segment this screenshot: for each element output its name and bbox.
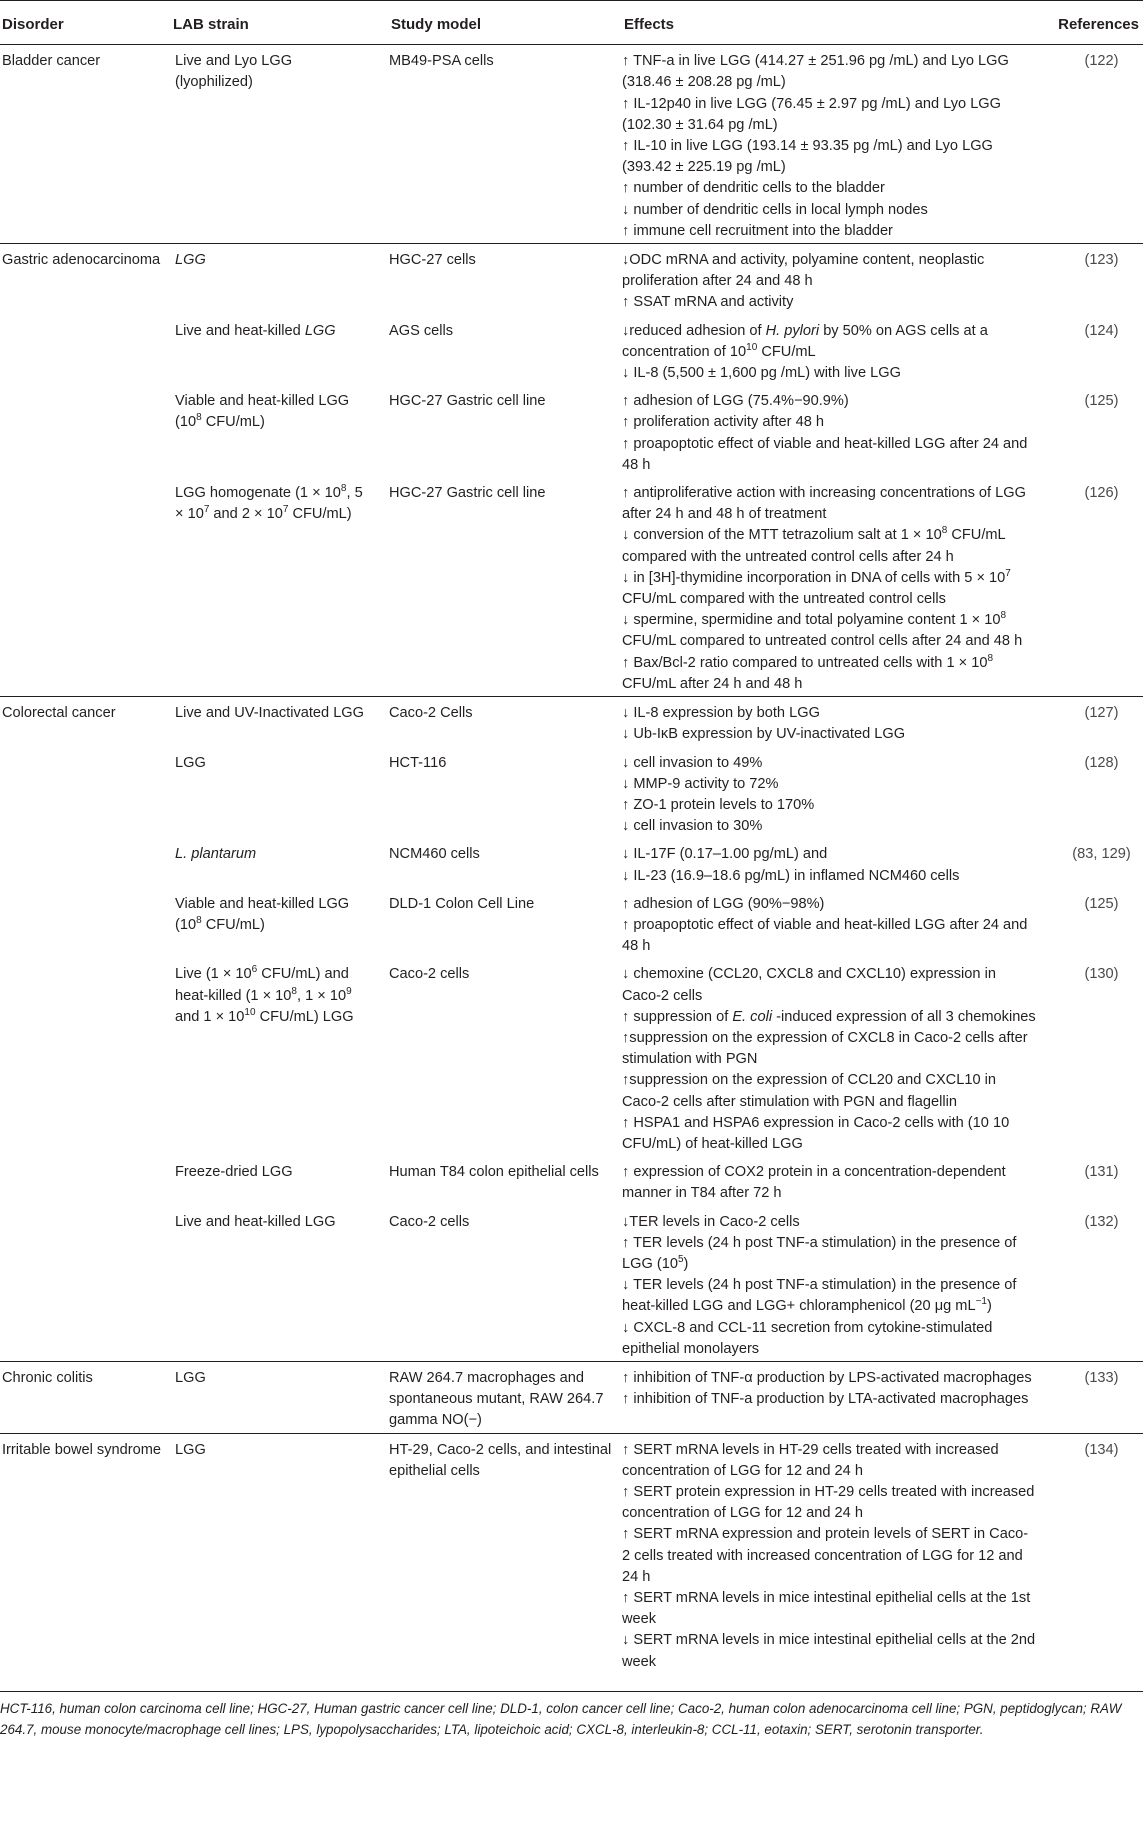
effect-line: ↑ adhesion of LGG (90%−98%) bbox=[622, 895, 825, 912]
cell-disorder bbox=[0, 888, 171, 959]
cell-effects bbox=[622, 1206, 1042, 1362]
effect-line: ↑ SSAT mRNA and activity bbox=[622, 294, 794, 311]
effect-line: ↑ expression of COX2 protein in a concentration-dependent manner in T84 after 72 h bbox=[622, 1164, 1006, 1202]
cell-reference[interactable]: (132) bbox=[1084, 1213, 1119, 1230]
table-row bbox=[0, 244, 1143, 315]
cell-reference[interactable]: (134) bbox=[1042, 1433, 1143, 1681]
cell-lab-strain: LGG bbox=[171, 1433, 389, 1681]
table-row bbox=[0, 888, 1143, 959]
effect-line: ↓ conversion of the MTT tetrazolium salt at $1 \times 10^8$ CFU/mL compared with the untreated control cells after 24 h bbox=[622, 525, 1006, 565]
cell-effects bbox=[622, 1361, 1042, 1433]
cell-reference[interactable]: (124) bbox=[1084, 322, 1119, 339]
effect-line: ↑ IL-10 in live LGG (193.14 ± 93.35 pg /mL) and Lyo LGG (393.42 ± 225.19 pg /mL) bbox=[622, 138, 993, 176]
cell-lab-strain: LGG bbox=[171, 244, 389, 315]
effect-line: ↑ TER levels (24 h post TNF-a stimulation) in the presence of LGG $(10^5)$ bbox=[622, 1234, 1017, 1272]
cell-effects bbox=[622, 958, 1042, 1156]
cell-study-model: Caco-2 cells bbox=[389, 1213, 470, 1230]
effect-line: ↑ number of dendritic cells to the bladder bbox=[622, 180, 885, 197]
header-disorder: Disorder bbox=[0, 1, 171, 45]
table-row bbox=[0, 747, 1143, 839]
cell-study-model: Caco-2 cells bbox=[389, 966, 470, 983]
effect-line: ↑ IL-12p40 in live LGG (76.45 ± 2.97 pg /mL) and Lyo LGG (102.30 ± 31.64 pg /mL) bbox=[622, 95, 1002, 133]
effect-line: ↑ SERT protein expression in HT-29 cells treated with increased concentration of LGG for 12 and 24 h bbox=[622, 1484, 1035, 1522]
cell-study-model: HGC-27 Gastric cell line bbox=[389, 485, 546, 502]
table-row bbox=[0, 477, 1143, 697]
effect-line: ↑ inhibition of TNF-α production by LPS-activated macrophages bbox=[622, 1369, 1032, 1386]
cell-lab-strain: Live ($1 \times 10^6$ CFU/mL) and heat-killed ($1 \times 10^8$, $1 \times 10^9$ and $1 \times 10^{10}$ CFU/mL) LGG bbox=[175, 964, 354, 1025]
cell-reference[interactable]: (130) bbox=[1084, 966, 1119, 983]
effect-line: ↑ TNF-a in live LGG (414.27 ± 251.96 pg /mL) and Lyo LGG (318.46 ± 208.28 pg /mL) bbox=[622, 53, 1009, 91]
effect-line: ↑ adhesion of LGG (75.4%−90.9%) bbox=[622, 393, 849, 410]
cell-disorder: Irritable bowel syndrome bbox=[0, 1433, 171, 1681]
effect-line: ↓ IL-23 (16.9–18.6 pg/mL) in inflamed NCM460 cells bbox=[622, 867, 960, 884]
cell-effects bbox=[622, 838, 1042, 887]
cell-study-model: AGS cells bbox=[389, 322, 454, 339]
cell-reference[interactable]: (125) bbox=[1084, 895, 1119, 912]
cell-disorder: Bladder cancer bbox=[2, 53, 101, 70]
effect-line: ↓ spermine, spermidine and total polyamine content $1 \times 10^8$ CFU/mL compared to untreated control cells after 24 and 48 h bbox=[622, 610, 1023, 650]
table-footnote: HCT-116, human colon carcinoma cell line; HGC-27, Human gastric cancer cell line; DLD-1, colon cancer cell line; Caco-2, human colon adenocarcinoma cell line; PGN, peptidoglycan; RAW 264.7, mouse monocyte/macrophage cell lines; LPS, lypopolysaccharides; LTA, lipoteichoic acid; CXCL-8, interleukin-8; CCL-11, eotaxin; SERT, serotonin transporter. bbox=[0, 1691, 1143, 1740]
effect-line: ↓ TER levels (24 h post TNF-a stimulation) in the presence of heat-killed LGG and LGG+ chloramphenicol (20 μg $mL^{-1}$) bbox=[622, 1277, 1017, 1315]
table-row bbox=[0, 958, 1143, 1156]
table-row bbox=[0, 385, 1143, 477]
cell-reference[interactable]: (125) bbox=[1084, 393, 1119, 410]
effect-line: ↑ SERT mRNA levels in mice intestinal epithelial cells at the 1st week bbox=[622, 1590, 1031, 1628]
effect-line: ↑ immune cell recruitment into the bladder bbox=[622, 222, 893, 239]
cell-study-model: Caco-2 Cells bbox=[389, 697, 622, 747]
effect-line: ↓ IL-17F (0.17–1.00 pg/mL) and bbox=[622, 846, 828, 863]
header-row bbox=[0, 1, 1143, 45]
cell-study-model: MB49-PSA cells bbox=[389, 53, 494, 70]
table-row bbox=[0, 1433, 1143, 1681]
effect-line: ↑ proapoptotic effect of viable and heat-killed LGG after 24 and 48 h bbox=[622, 916, 1028, 955]
table-row bbox=[0, 838, 1143, 887]
cell-lab-strain: Live and heat-killed LGG bbox=[175, 322, 336, 339]
cell-lab-strain: Live and heat-killed LGG bbox=[175, 1213, 336, 1230]
effect-line: ↓ SERT mRNA levels in mice intestinal epithelial cells at the 2nd week bbox=[622, 1632, 1036, 1670]
effect-line: ↓ number of dendritic cells in local lymph nodes bbox=[622, 201, 928, 218]
effect-line: ↓ODC mRNA and activity, polyamine content, neoplastic proliferation after 24 and 48 h bbox=[622, 252, 985, 290]
table-row bbox=[0, 45, 1143, 244]
cell-effects bbox=[622, 697, 1042, 747]
effect-line: ↑ inhibition of TNF-a production by LTA-activated macrophages bbox=[622, 1391, 1029, 1408]
effect-line: ↑suppression on the expression of CXCL8 in Caco-2 cells after stimulation with PGN bbox=[622, 1029, 1028, 1068]
cell-lab-strain: Live and Lyo LGG (lyophilized) bbox=[175, 53, 293, 91]
effect-line: ↑ suppression of E. coli -induced expression of all 3 chemokines bbox=[622, 1008, 1036, 1025]
cell-study-model: HCT-116 bbox=[389, 754, 447, 771]
cell-effects bbox=[622, 244, 1042, 315]
cell-effects bbox=[622, 888, 1042, 959]
cell-disorder bbox=[0, 1156, 171, 1205]
effect-line: ↑ SERT mRNA expression and protein levels of SERT in Caco-2 cells treated with increased concentration of LGG for 12 and 24 h bbox=[622, 1526, 1029, 1585]
cell-effects bbox=[622, 45, 1042, 244]
cell-disorder bbox=[0, 385, 171, 477]
table-row bbox=[0, 315, 1143, 386]
cell-lab-strain: LGG bbox=[171, 1361, 389, 1433]
cell-reference[interactable]: (133) bbox=[1042, 1361, 1143, 1433]
cell-effects bbox=[622, 385, 1042, 477]
cell-lab-strain: Viable and heat-killed LGG ($10^8$ CFU/mL) bbox=[175, 895, 350, 933]
effect-line: ↑ proliferation activity after 48 h bbox=[622, 414, 824, 431]
table-row bbox=[0, 1206, 1143, 1362]
effect-line: ↑ ZO-1 protein levels to 170% bbox=[622, 796, 815, 813]
cell-lab-strain: Viable and heat-killed LGG ($10^8$ CFU/mL) bbox=[175, 393, 350, 431]
effect-line: ↓ in [3H]-thymidine incorporation in DNA of cells with $5 \times 10^7$ CFU/mL compared with the untreated control cells bbox=[622, 567, 1011, 608]
header-references: References bbox=[1042, 1, 1143, 45]
cell-lab-strain: Live and UV-Inactivated LGG bbox=[171, 697, 389, 747]
table-row bbox=[0, 1361, 1143, 1433]
cell-lab-strain: Freeze-dried LGG bbox=[175, 1164, 293, 1181]
cell-disorder: Chronic colitis bbox=[0, 1361, 171, 1433]
cell-disorder bbox=[0, 315, 171, 386]
cell-effects bbox=[622, 315, 1042, 386]
cell-lab-strain: LGG homogenate ($1 \times 10^8$, $5 \times 10^7$ and $2 \times 10^7$ CFU/mL) bbox=[175, 483, 363, 523]
cell-study-model: Human T84 colon epithelial cells bbox=[389, 1164, 599, 1181]
cell-study-model: DLD-1 Colon Cell Line bbox=[389, 895, 535, 912]
cell-reference[interactable]: (128) bbox=[1084, 754, 1119, 771]
effect-line: ↓ cell invasion to 49% bbox=[622, 754, 763, 771]
cell-lab-strain: LGG bbox=[175, 754, 206, 771]
cell-study-model: HGC-27 cells bbox=[389, 244, 622, 315]
effect-line: ↑ SERT mRNA levels in HT-29 cells treated with increased concentration of LGG for 12 and 24 h bbox=[622, 1441, 999, 1479]
cell-effects bbox=[622, 477, 1042, 697]
cell-reference[interactable]: (126) bbox=[1084, 485, 1119, 502]
cell-reference[interactable]: (123) bbox=[1042, 244, 1143, 315]
header-lab-strain: LAB strain bbox=[171, 1, 389, 45]
header-effects: Effects bbox=[622, 1, 1042, 45]
effect-line: ↑ antiproliferative action with increasing concentrations of LGG after 24 h and 48 h of treatment bbox=[622, 485, 1026, 523]
effect-line: ↓ IL-8 (5,500 ± 1,600 pg /mL) with live LGG bbox=[622, 365, 901, 382]
table-body bbox=[0, 45, 1143, 1681]
effect-line: ↑ proapoptotic effect of viable and heat-killed LGG after 24 and 48 h bbox=[622, 435, 1028, 473]
cell-disorder bbox=[0, 477, 171, 697]
cell-study-model: HT-29, Caco-2 cells, and intestinal epithelial cells bbox=[389, 1433, 622, 1681]
cell-effects bbox=[622, 1433, 1042, 1681]
cell-effects bbox=[622, 747, 1042, 839]
effect-line: ↓ MMP-9 activity to 72% bbox=[622, 775, 779, 792]
cell-reference[interactable]: (127) bbox=[1042, 697, 1143, 747]
effect-line: ↑ Bax/Bcl-2 ratio compared to untreated cells with $1 \times 10^8$ CFU/mL after 24 h and 48 h bbox=[622, 652, 993, 692]
cell-disorder bbox=[0, 1206, 171, 1362]
effect-line: ↓ IL-8 expression by both LGG bbox=[622, 705, 820, 722]
effect-line: ↑ HSPA1 and HSPA6 expression in Caco-2 cells with (10 10 CFU/mL) of heat-killed LGG bbox=[622, 1114, 1010, 1152]
cell-reference[interactable]: (83, 129) bbox=[1072, 846, 1131, 863]
cell-disorder bbox=[0, 958, 171, 1156]
effect-line: ↑suppression on the expression of CCL20 and CXCL10 in Caco-2 cells after stimulation with PGN and flagellin bbox=[622, 1072, 996, 1110]
cell-study-model: RAW 264.7 macrophages and spontaneous mutant, RAW 264.7 gamma NO(−) bbox=[389, 1361, 622, 1433]
cell-disorder: Gastric adenocarcinoma bbox=[0, 244, 171, 315]
cell-disorder bbox=[0, 747, 171, 839]
effect-line: ↓ cell invasion to 30% bbox=[622, 818, 763, 835]
effect-line: ↓ CXCL-8 and CCL-11 secretion from cytokine-stimulated epithelial monolayers bbox=[622, 1319, 993, 1357]
cell-reference[interactable]: (131) bbox=[1084, 1164, 1119, 1181]
cell-lab-strain: L. plantarum bbox=[175, 846, 257, 863]
header-study-model: Study model bbox=[389, 1, 622, 45]
cell-reference[interactable]: (122) bbox=[1084, 53, 1119, 70]
cell-effects bbox=[622, 1156, 1042, 1205]
table-row bbox=[0, 1156, 1143, 1205]
cell-study-model: NCM460 cells bbox=[389, 846, 480, 863]
effect-line: ↓ Ub-IκB expression by UV-inactivated LGG bbox=[622, 726, 906, 743]
effect-line: ↓ chemoxine (CCL20, CXCL8 and CXCL10) expression in Caco-2 cells bbox=[622, 966, 996, 1004]
effect-line: ↓reduced adhesion of H. pylori by 50% on AGS cells at a concentration of $10^{10}$ CFU/mL bbox=[622, 322, 988, 360]
effect-line: ↓TER levels in Caco-2 cells bbox=[622, 1213, 800, 1230]
table-row bbox=[0, 697, 1143, 747]
cell-study-model: HGC-27 Gastric cell line bbox=[389, 393, 546, 410]
cell-disorder bbox=[0, 838, 171, 887]
cell-disorder: Colorectal cancer bbox=[0, 697, 171, 747]
